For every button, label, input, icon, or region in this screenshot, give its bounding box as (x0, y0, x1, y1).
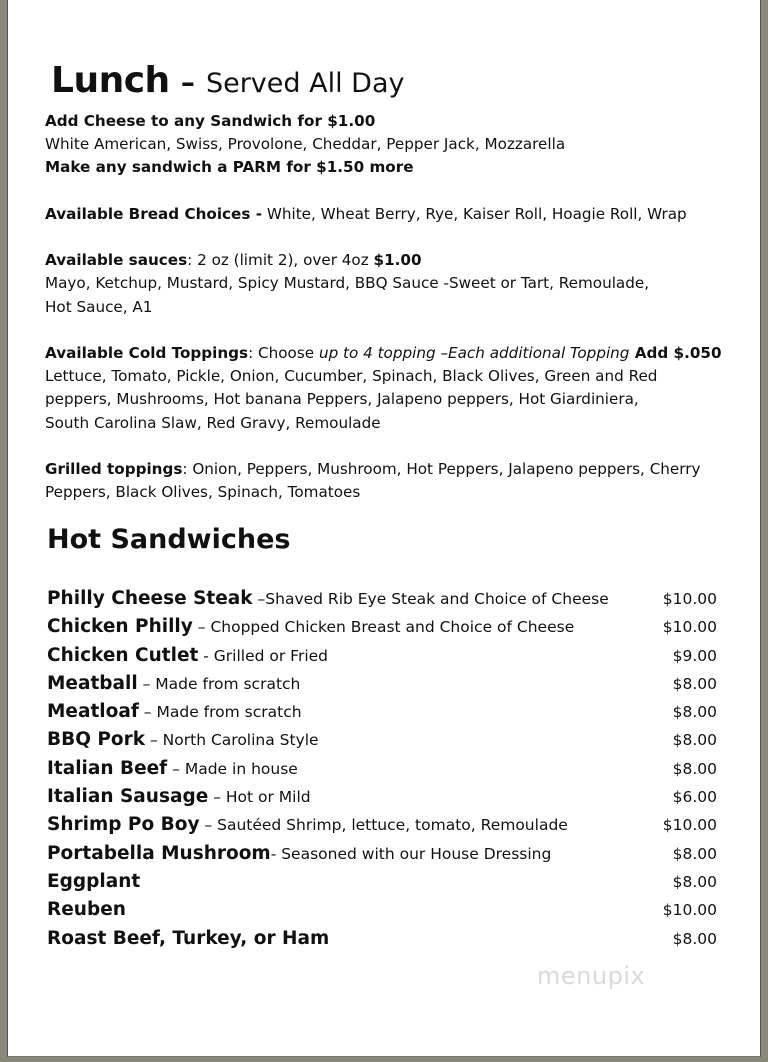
title-main: Lunch (51, 60, 170, 101)
watermark: menupix (537, 962, 646, 990)
menu-item (47, 814, 717, 842)
item-price: $10.00 (662, 901, 717, 920)
item-description: - Grilled or Fried (198, 646, 329, 665)
title-subtitle: Served All Day (205, 68, 405, 99)
sauces-options-line: Mayo, Ketchup, Mustard, Spicy Mustard, BBQ Sauce -Sweet or Tart, Remoulade, (45, 274, 650, 293)
bread-choices: Available Bread Choices - White, Wheat Berry, Rye, Kaiser Roll, Hoagie Roll, Wrap (45, 204, 687, 223)
item-price: $8.00 (672, 674, 717, 693)
item-name: Philly Cheese Steak (47, 588, 253, 609)
lunch-options (45, 110, 745, 504)
menu-item (47, 673, 717, 701)
item-name: Meatloaf (47, 701, 139, 723)
item-name: Chicken Philly (47, 616, 193, 638)
item-description: – Chopped Chicken Breast and Choice of Cheese (192, 618, 575, 637)
item-price: $9.00 (672, 646, 717, 665)
item-name: Meatball (47, 672, 138, 694)
section-title-hot-sandwiches: Hot Sandwiches (47, 524, 291, 555)
menu-item (47, 899, 717, 927)
menu-item (47, 645, 717, 673)
menu-item (47, 843, 717, 871)
menu-item (47, 588, 717, 616)
grilled-toppings-heading: Grilled toppings: Onion, Peppers, Mushroom, Hot Peppers, Jalapeno peppers, Cherry (45, 459, 701, 478)
item-description: – Made from scratch (138, 703, 302, 722)
item-price: $8.00 (672, 844, 717, 863)
menu-item (47, 786, 717, 814)
item-price: $8.00 (672, 731, 717, 750)
item-description: – Sautéed Shrimp, lettuce, tomato, Remoulade (199, 816, 568, 835)
menu-page (7, 0, 761, 1057)
item-name: Shrimp Po Boy (47, 814, 200, 836)
parm-note: Make any sandwich a PARM for $1.50 more (45, 158, 414, 177)
item-price: $10.00 (662, 816, 717, 835)
menu-item (47, 701, 717, 729)
item-price: $8.00 (672, 872, 717, 891)
item-price: $10.00 (662, 618, 717, 637)
cold-toppings-line: peppers, Mushrooms, Hot banana Peppers, Jalapeno peppers, Hot Giardiniera, (45, 390, 639, 409)
cold-toppings-heading: Available Cold Toppings: Choose up to 4 topping –Each additional Topping Add $.050 (45, 343, 722, 362)
item-name: BBQ Pork (47, 729, 146, 751)
grilled-toppings-line: Peppers, Black Olives, Spinach, Tomatoes (45, 483, 361, 502)
page-title (51, 60, 405, 101)
item-description: – Made in house (167, 759, 298, 778)
item-name: Italian Sausage (47, 786, 209, 808)
item-description: – Hot or Mild (208, 788, 311, 807)
item-description: – Made from scratch (137, 674, 301, 693)
item-name: Portabella Mushroom (47, 842, 271, 864)
menu-item (47, 616, 717, 644)
hot-sandwich-list (47, 588, 717, 956)
menu-item (47, 928, 717, 956)
item-description: – North Carolina Style (145, 731, 319, 750)
item-name: Eggplant (47, 870, 141, 892)
menu-item (47, 758, 717, 786)
item-name: Roast Beef, Turkey, or Ham (47, 927, 330, 949)
item-name: Italian Beef (47, 757, 168, 779)
menu-item (47, 871, 717, 899)
menu-item (47, 729, 717, 757)
cold-toppings-line: Lettuce, Tomato, Pickle, Onion, Cucumber, Spinach, Black Olives, Green and Red (45, 367, 658, 386)
item-price: $8.00 (672, 929, 717, 948)
cheese-options: White American, Swiss, Provolone, Cheddar, Pepper Jack, Mozzarella (45, 135, 566, 154)
item-price: $6.00 (672, 788, 717, 807)
sauces-options-line: Hot Sauce, A1 (45, 297, 153, 316)
item-name: Chicken Cutlet (47, 644, 199, 666)
item-price: $8.00 (672, 703, 717, 722)
item-description: –Shaved Rib Eye Steak and Choice of Cheese (252, 590, 609, 608)
item-name: Reuben (47, 899, 126, 921)
item-price: $8.00 (672, 759, 717, 778)
cold-toppings-line: South Carolina Slaw, Red Gravy, Remoulade (45, 413, 381, 432)
item-price: $10.00 (662, 590, 717, 608)
cheese-heading: Add Cheese to any Sandwich for $1.00 (45, 112, 376, 130)
item-description: - Seasoned with our House Dressing (270, 844, 552, 863)
title-dash: – (180, 66, 195, 99)
sauces-heading: Available sauces: 2 oz (limit 2), over 4oz $1.00 (45, 251, 422, 270)
